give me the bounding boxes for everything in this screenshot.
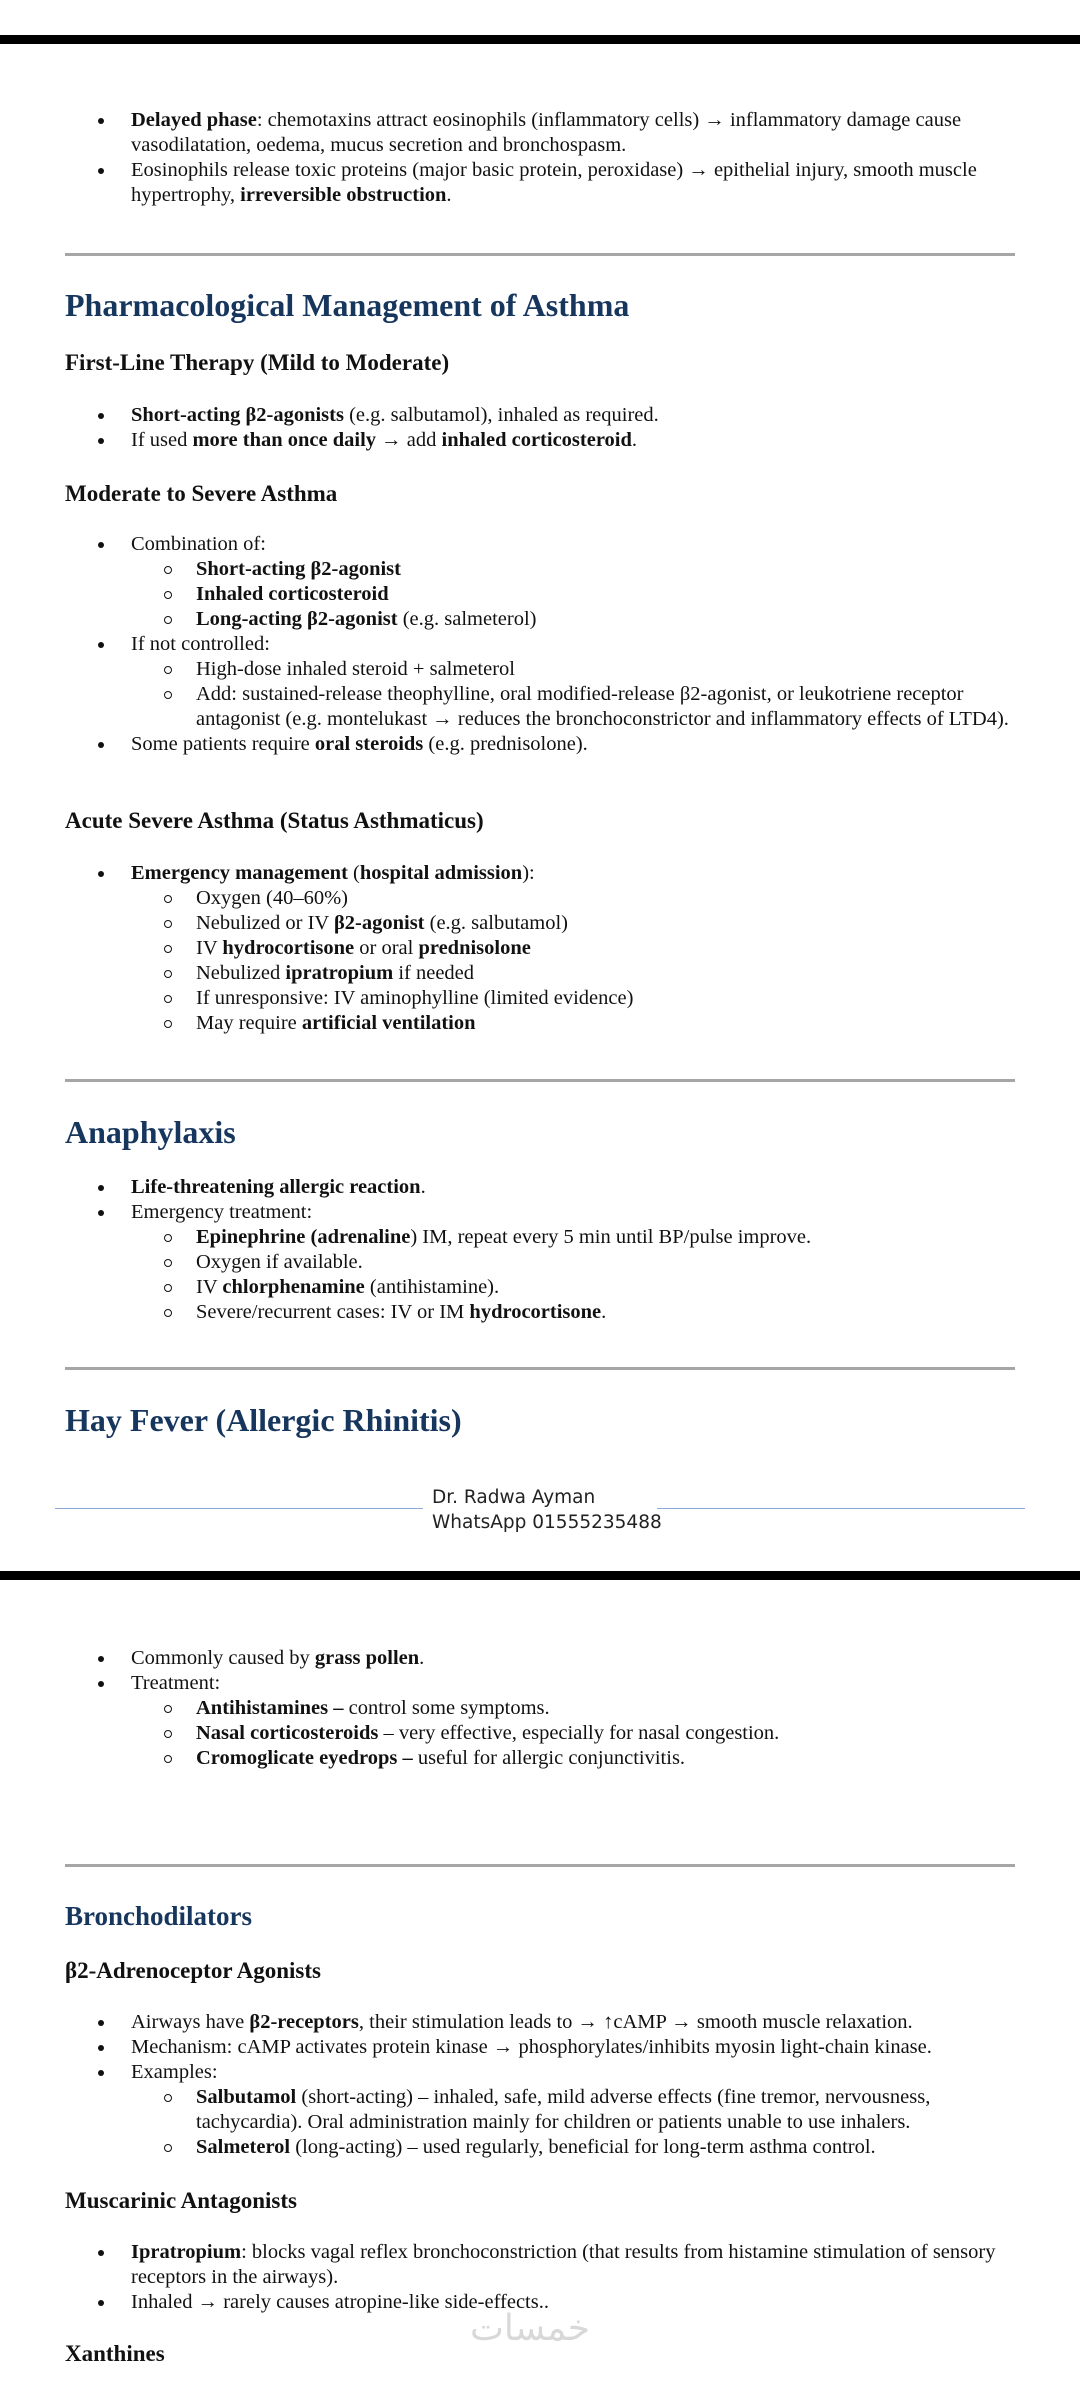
sub-list-item: Inhaled corticosteroid bbox=[131, 582, 1015, 607]
sub-list-item: Salmeterol (long-acting) – used regularly, beneficial for long-term asthma control. bbox=[131, 2135, 1015, 2160]
footer-line-right bbox=[657, 1508, 1025, 1509]
sub-list-item: May require artificial ventilation bbox=[131, 1011, 1015, 1036]
list-item: Combination of: Short-acting β2-agonist Inhaled corticosteroid Long-acting β2-agonist (e.g. salmeterol) bbox=[65, 532, 1015, 632]
watermark-logo: خمسات bbox=[470, 2308, 591, 2349]
list-item: Eosinophils release toxic proteins (major basic protein, peroxidase) → epithelial injury, smooth muscle hypertrophy, irreversible obstruction. bbox=[65, 158, 1015, 208]
sub-list-item: Severe/recurrent cases: IV or IM hydrocortisone. bbox=[131, 1300, 1015, 1325]
sub-list-item: Long-acting β2-agonist (e.g. salmeterol) bbox=[131, 607, 1015, 632]
list-item: Treatment: Antihistamines – control some symptoms. Nasal corticosteroids – very effective, especially for nasal congestion. Cromoglicate eyedrops – useful for allergic conjunctivitis. bbox=[65, 1671, 1015, 1771]
footer-line-left bbox=[55, 1508, 423, 1509]
sub-list-item: If unresponsive: IV aminophylline (limited evidence) bbox=[131, 986, 1015, 1011]
sub-list-item: Short-acting β2-agonist bbox=[131, 557, 1015, 582]
acute-severe-list bbox=[65, 861, 1015, 1036]
anaphylaxis-list bbox=[65, 1175, 1015, 1325]
heading-acute-severe-asthma: Acute Severe Asthma (Status Asthmaticus) bbox=[65, 808, 484, 833]
heading-beta2-agonists: β2-Adrenoceptor Agonists bbox=[65, 1958, 321, 1983]
heading-muscarinic-antagonists: Muscarinic Antagonists bbox=[65, 2188, 297, 2213]
moderate-severe-list bbox=[65, 532, 1015, 757]
section-title-hay-fever: Hay Fever (Allergic Rhinitis) bbox=[65, 1402, 462, 1438]
sub-list-item: High-dose inhaled steroid + salmeterol bbox=[131, 657, 1015, 682]
sub-list-item: Nasal corticosteroids – very effective, especially for nasal congestion. bbox=[131, 1721, 1015, 1746]
list-item: Mechanism: cAMP activates protein kinase → phosphorylates/inhibits myosin light-chain kinase. bbox=[65, 2035, 1015, 2060]
sub-list-item: Salbutamol (short-acting) – inhaled, safe, mild adverse effects (fine tremor, nervousness, tachycardia). Oral administration mainly for children or patients unable to use inhalers. bbox=[131, 2085, 1015, 2135]
list-item: Ipratropium: blocks vagal reflex bronchoconstriction (that results from histamine stimulation of sensory receptors in the airways). bbox=[65, 2240, 1015, 2290]
list-item: Delayed phase: chemotaxins attract eosinophils (inflammatory cells) → inflammatory damage cause vasodilatation, oedema, mucus secretion and bronchospasm. bbox=[65, 108, 1015, 158]
footer-contact: WhatsApp 01555235488 bbox=[432, 1512, 662, 1533]
sub-list-item: Epinephrine (adrenaline) IM, repeat every 5 min until BP/pulse improve. bbox=[131, 1225, 1015, 1250]
section-divider bbox=[65, 1079, 1015, 1082]
muscarinic-antagonists-list bbox=[65, 2240, 1015, 2315]
list-item: Some patients require oral steroids (e.g. prednisolone). bbox=[65, 732, 1015, 757]
section-divider bbox=[65, 253, 1015, 256]
sub-list-item: Add: sustained-release theophylline, oral modified-release β2-agonist, or leukotriene receptor antagonist (e.g. montelukast → reduces the bronchoconstrictor and inflammatory effects of LTD4). bbox=[131, 682, 1015, 732]
list-item: Life-threatening allergic reaction. bbox=[65, 1175, 1015, 1200]
section-divider bbox=[65, 1367, 1015, 1370]
heading-first-line-therapy: First-Line Therapy (Mild to Moderate) bbox=[65, 350, 450, 375]
list-item: Short-acting β2-agonists (e.g. salbutamol), inhaled as required. bbox=[65, 403, 1015, 428]
list-item: If not controlled: High-dose inhaled steroid + salmeterol Add: sustained-release theophylline, oral modified-release β2-agonist, or leukotriene receptor antagonist (e.g. montelukast → reduces the bronchoconstrictor and inflammatory effects of LTD4). bbox=[65, 632, 1015, 732]
sub-list-item: Cromoglicate eyedrops – useful for allergic conjunctivitis. bbox=[131, 1746, 1015, 1771]
list-item: If used more than once daily → add inhaled corticosteroid. bbox=[65, 428, 1015, 453]
sub-list-item: Oxygen (40–60%) bbox=[131, 886, 1015, 911]
page-top-border bbox=[0, 35, 1080, 44]
sub-list-item: IV hydrocortisone or oral prednisolone bbox=[131, 936, 1015, 961]
beta2-agonists-list bbox=[65, 2010, 1015, 2160]
sub-list-item: Nebulized ipratropium if needed bbox=[131, 961, 1015, 986]
list-item: Inhaled → rarely causes atropine-like side-effects.. bbox=[65, 2290, 1015, 2315]
section-title-pharmacological-management: Pharmacological Management of Asthma bbox=[65, 287, 630, 323]
first-line-list bbox=[65, 403, 1015, 453]
list-item: Commonly caused by grass pollen. bbox=[65, 1646, 1015, 1671]
section-title-anaphylaxis: Anaphylaxis bbox=[65, 1114, 236, 1150]
heading-xanthines: Xanthines bbox=[65, 2341, 165, 2366]
list-item: Emergency management (hospital admission): Oxygen (40–60%) Nebulized or IV β2-agonist (e.g. salbutamol) IV hydrocortisone or oral prednisolone Nebulized ipratropium if needed If unresponsive: IV aminophylline (limited evidence) May require artificial ventilation bbox=[65, 861, 1015, 1036]
intro-list bbox=[65, 108, 1015, 208]
heading-moderate-severe-asthma: Moderate to Severe Asthma bbox=[65, 481, 338, 506]
sub-list-item: IV chlorphenamine (antihistamine). bbox=[131, 1275, 1015, 1300]
list-item: Airways have β2-receptors, their stimulation leads to → ↑cAMP → smooth muscle relaxation. bbox=[65, 2010, 1015, 2035]
list-item: Examples: Salbutamol (short-acting) – inhaled, safe, mild adverse effects (fine tremor, nervousness, tachycardia). Oral administration mainly for children or patients unable to use inhalers. Salmeterol (long-acting) – used regularly, beneficial for long-term asthma control. bbox=[65, 2060, 1015, 2160]
section-title-bronchodilators: Bronchodilators bbox=[65, 1901, 253, 1931]
page-top-border bbox=[0, 1571, 1080, 1580]
list-item: Emergency treatment: Epinephrine (adrenaline) IM, repeat every 5 min until BP/pulse improve. Oxygen if available. IV chlorphenamine (antihistamine). Severe/recurrent cases: IV or IM hydrocortisone. bbox=[65, 1200, 1015, 1325]
footer-author: Dr. Radwa Ayman bbox=[432, 1487, 596, 1508]
sub-list-item: Antihistamines – control some symptoms. bbox=[131, 1696, 1015, 1721]
section-divider bbox=[65, 1864, 1015, 1867]
sub-list-item: Oxygen if available. bbox=[131, 1250, 1015, 1275]
hay-fever-list bbox=[65, 1646, 1015, 1771]
intro-section bbox=[65, 108, 1015, 208]
sub-list-item: Nebulized or IV β2-agonist (e.g. salbutamol) bbox=[131, 911, 1015, 936]
